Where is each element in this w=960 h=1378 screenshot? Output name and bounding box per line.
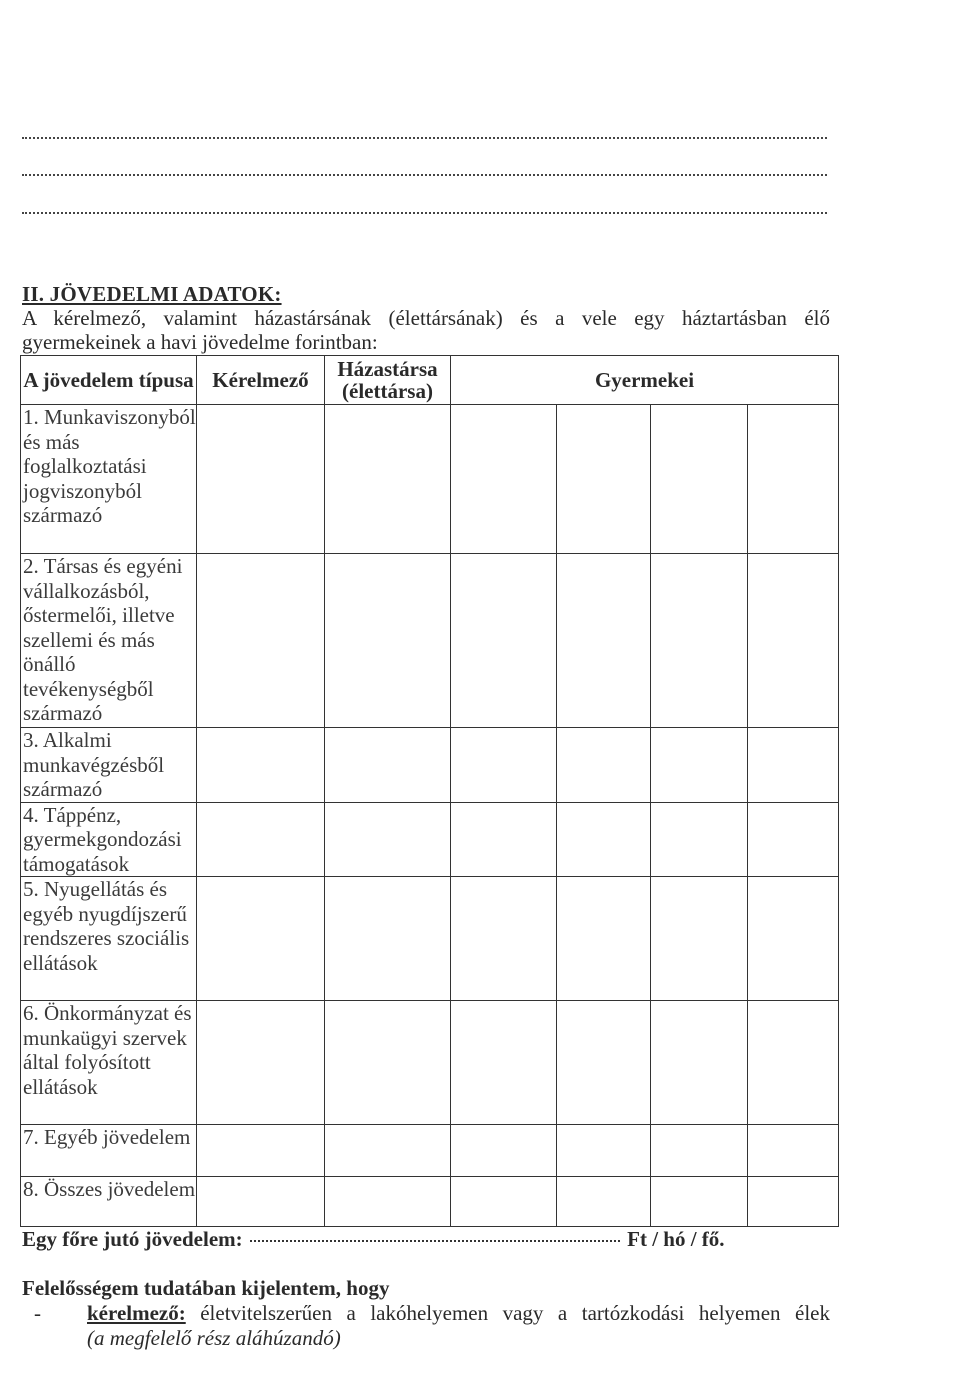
cell-child-1[interactable]	[451, 1125, 557, 1177]
row-label: 3. Alkalmi munkavégzésből származó	[21, 728, 197, 803]
cell-child-4[interactable]	[748, 405, 839, 554]
cell-child-3[interactable]	[651, 728, 748, 803]
table-row	[21, 802, 839, 877]
cell-child-1[interactable]	[451, 1177, 557, 1227]
declaration-text: életvitelszerűen a lakóhelyemen vagy a tartózkodási helyemen élek	[200, 1301, 830, 1325]
blank-line-3[interactable]	[22, 212, 827, 214]
section-heading: II. JÖVEDELMI ADATOK:	[22, 282, 282, 306]
per-capita-blank[interactable]	[250, 1240, 620, 1242]
cell-child-4[interactable]	[748, 728, 839, 803]
cell-child-3[interactable]	[651, 877, 748, 1001]
cell-child-2[interactable]	[557, 554, 651, 728]
cell-applicant[interactable]	[197, 554, 325, 728]
cell-child-4[interactable]	[748, 877, 839, 1001]
cell-child-2[interactable]	[557, 405, 651, 554]
row-label: 6. Önkormányzat és munkaügyi szervek által folyósított ellátások	[21, 1001, 197, 1125]
cell-applicant[interactable]	[197, 1001, 325, 1125]
cell-child-3[interactable]	[651, 405, 748, 554]
header-spouse: Házastársa (élettársa)	[325, 356, 451, 405]
bullet-dash: -	[34, 1301, 41, 1325]
cell-child-2[interactable]	[557, 1177, 651, 1227]
cell-child-3[interactable]	[651, 1001, 748, 1125]
intro-line-1: A kérelmező, valamint házastársának (élettársának) és a vele egy háztartásban élő	[22, 306, 830, 330]
row-label: 7. Egyéb jövedelem	[21, 1125, 197, 1177]
cell-child-1[interactable]	[451, 554, 557, 728]
cell-child-1[interactable]	[451, 802, 557, 877]
row-label: 2. Társas és egyéni vállalkozásból, őstermelői, illetve szellemi és más önálló tevékenységből származó	[21, 554, 197, 728]
row-label: 1. Munkaviszonyból és más foglalkoztatási jogviszonyból származó	[21, 405, 197, 554]
cell-child-2[interactable]	[557, 1125, 651, 1177]
table-row	[21, 1001, 839, 1125]
cell-applicant[interactable]	[197, 1177, 325, 1227]
header-income-type: A jövedelem típusa	[21, 356, 197, 405]
cell-applicant[interactable]	[197, 1125, 325, 1177]
cell-child-4[interactable]	[748, 1001, 839, 1125]
declaration-line	[87, 1301, 830, 1326]
cell-child-4[interactable]	[748, 802, 839, 877]
per-capita-label: Egy főre jutó jövedelem:	[22, 1227, 243, 1251]
header-children: Gyermekei	[451, 356, 839, 405]
table-row	[21, 1125, 839, 1177]
row-label: 4. Táppénz, gyermekgondozási támogatások	[21, 802, 197, 877]
row-label: 8. Összes jövedelem	[21, 1177, 197, 1227]
header-applicant: Kérelmező	[197, 356, 325, 405]
cell-applicant[interactable]	[197, 802, 325, 877]
intro-paragraph	[22, 306, 830, 354]
cell-applicant[interactable]	[197, 728, 325, 803]
per-capita-unit: Ft / hó / fő.	[627, 1227, 725, 1251]
blank-line-1[interactable]	[22, 137, 827, 139]
table-row	[21, 405, 839, 554]
cell-child-1[interactable]	[451, 1001, 557, 1125]
income-table	[20, 355, 839, 1227]
cell-child-4[interactable]	[748, 1125, 839, 1177]
cell-child-1[interactable]	[451, 728, 557, 803]
table-row	[21, 554, 839, 728]
cell-spouse[interactable]	[325, 405, 451, 554]
declaration-note: (a megfelelő rész aláhúzandó)	[87, 1326, 341, 1350]
per-capita-income	[22, 1227, 725, 1252]
cell-applicant[interactable]	[197, 405, 325, 554]
table-header-row	[21, 356, 839, 405]
row-label: 5. Nyugellátás és egyéb nyugdíjszerű rendszeres szociális ellátások	[21, 877, 197, 1001]
cell-spouse[interactable]	[325, 802, 451, 877]
cell-spouse[interactable]	[325, 1001, 451, 1125]
cell-child-1[interactable]	[451, 877, 557, 1001]
cell-child-4[interactable]	[748, 554, 839, 728]
declaration-term: kérelmező:	[87, 1301, 186, 1325]
cell-child-4[interactable]	[748, 1177, 839, 1227]
cell-applicant[interactable]	[197, 877, 325, 1001]
cell-spouse[interactable]	[325, 1125, 451, 1177]
table-row	[21, 877, 839, 1001]
table-row	[21, 1177, 839, 1227]
cell-child-2[interactable]	[557, 728, 651, 803]
cell-spouse[interactable]	[325, 1177, 451, 1227]
blank-line-2[interactable]	[22, 174, 827, 176]
cell-spouse[interactable]	[325, 554, 451, 728]
cell-spouse[interactable]	[325, 728, 451, 803]
declaration-heading: Felelősségem tudatában kijelentem, hogy	[22, 1276, 390, 1300]
cell-child-3[interactable]	[651, 554, 748, 728]
cell-child-1[interactable]	[451, 405, 557, 554]
table-row	[21, 728, 839, 803]
intro-line-2: gyermekeinek a havi jövedelme forintban:	[22, 330, 378, 354]
cell-child-3[interactable]	[651, 1125, 748, 1177]
cell-child-3[interactable]	[651, 1177, 748, 1227]
cell-child-2[interactable]	[557, 877, 651, 1001]
cell-child-2[interactable]	[557, 1001, 651, 1125]
cell-spouse[interactable]	[325, 877, 451, 1001]
cell-child-2[interactable]	[557, 802, 651, 877]
cell-child-3[interactable]	[651, 802, 748, 877]
